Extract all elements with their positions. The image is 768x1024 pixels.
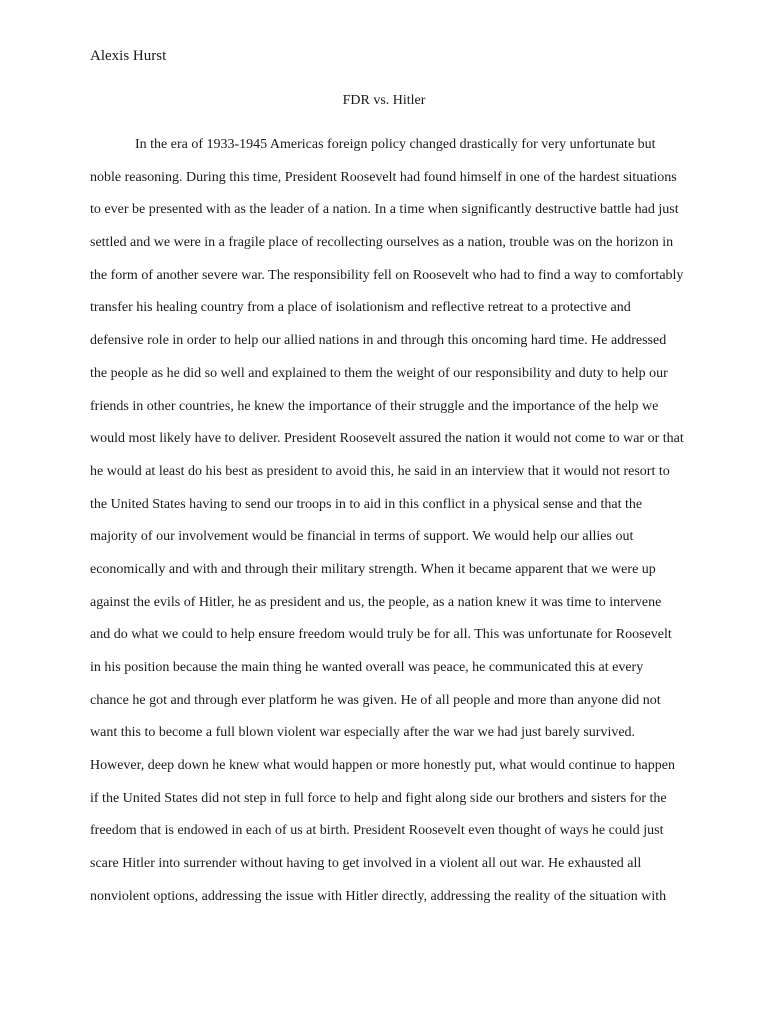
- text-line: transfer his healing country from a place of isolationism and reflective retreat to a protective and: [90, 300, 631, 316]
- text-line: chance he got and through ever platform he was given. He of all people and more than anyone did not: [90, 692, 661, 708]
- text-line: would most likely have to deliver. President Roosevelt assured the nation it would not come to war or that: [90, 431, 684, 447]
- text-line: against the evils of Hitler, he as president and us, the people, as a nation knew it was time to intervene: [90, 594, 662, 610]
- text-line: settled and we were in a fragile place of recollecting ourselves as a nation, trouble was on the horizon in: [90, 235, 674, 251]
- essay-body: [90, 135, 690, 920]
- text-line: However, deep down he knew what would happen or more honestly put, what would continue to happen: [90, 758, 675, 774]
- text-line: if the United States did not step in full force to help and fight along side our brothers and sisters for the: [90, 790, 667, 806]
- text-line: and do what we could to help ensure freedom would truly be for all. This was unfortunate for Roosevelt: [90, 627, 672, 643]
- text-line: noble reasoning. During this time, President Roosevelt had found himself in one of the hardest situations: [90, 169, 677, 185]
- text-line: defensive role in order to help our allied nations in and through this oncoming hard time. He addressed: [90, 333, 667, 349]
- text-line: in his position because the main thing he wanted overall was peace, he communicated this at every: [90, 660, 644, 675]
- text-line: he would at least do his best as president to avoid this, he said in an interview that it would not resort to: [90, 463, 670, 479]
- text-line: to ever be presented with as the leader of a nation. In a time when significantly destructive battle had just: [90, 202, 679, 218]
- text-line: freedom that is endowed in each of us at birth. President Roosevelt even thought of ways he could just: [90, 823, 664, 839]
- text-line: the United States having to send our troops in to aid in this conflict in a physical sense and that the: [90, 496, 643, 512]
- text-line: economically and with and through their military strength. When it became apparent that we were up: [90, 561, 656, 577]
- document-title: FDR vs. Hitler: [342, 93, 426, 108]
- text-line: friends in other countries, he knew the importance of their struggle and the importance of the help we: [90, 398, 659, 414]
- text-line: the people as he did so well and explained to them the weight of our responsibility and duty to help our: [90, 365, 668, 381]
- text-line: want this to become a full blown violent war especially after the war we had just barely survived.: [90, 725, 636, 741]
- text-line: the form of another severe war. The responsibility fell on Roosevelt who had to find a way to comfortably: [90, 267, 684, 283]
- text-line: scare Hitler into surrender without having to get involved in a violent all out war. He exhausted all: [90, 856, 642, 872]
- text-line: In the era of 1933-1945 Americas foreign policy changed drastically for very unfortunate but: [135, 137, 656, 152]
- text-line: majority of our involvement would be financial in terms of support. We would help our allies out: [90, 529, 634, 545]
- author-name: Alexis Hurst: [90, 48, 167, 64]
- text-line: nonviolent options, addressing the issue with Hitler directly, addressing the reality of the situation with: [90, 888, 667, 904]
